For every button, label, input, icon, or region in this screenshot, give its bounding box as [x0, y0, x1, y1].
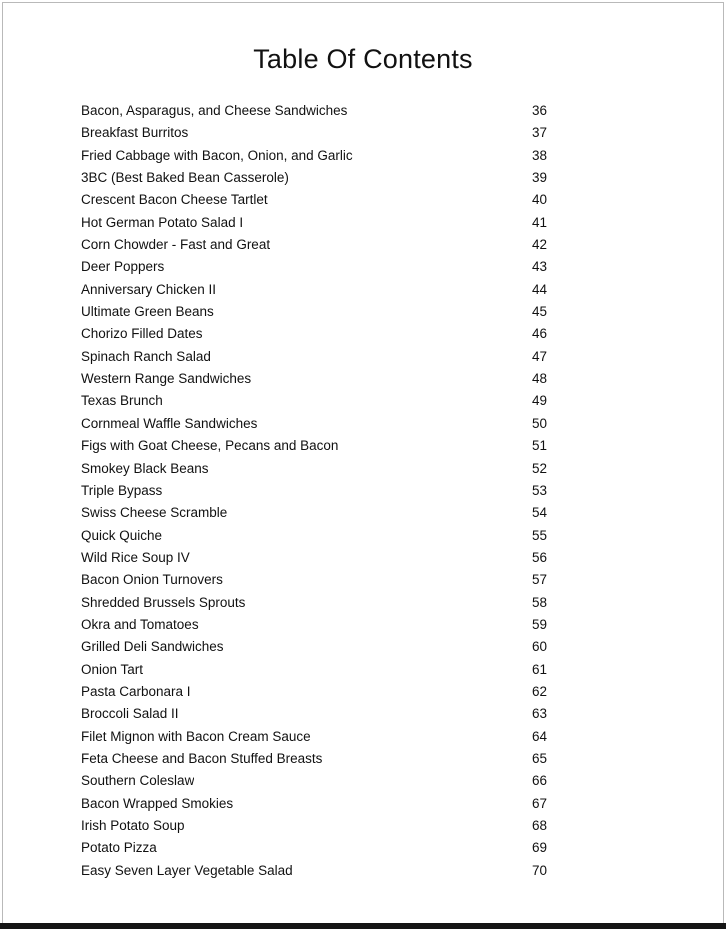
toc-entry-title: Bacon, Asparagus, and Cheese Sandwiches [81, 103, 348, 118]
toc-entry-title: Easy Seven Layer Vegetable Salad [81, 862, 293, 878]
toc-entry-title: 3BC (Best Baked Bean Casserole) [81, 170, 289, 186]
toc-entry-page: 48 [531, 371, 547, 387]
toc-entry-title: Corn Chowder - Fast and Great [81, 237, 271, 253]
toc-entry-page: 46 [531, 326, 547, 342]
toc-entry-page: 65 [531, 750, 547, 766]
toc-entry-page: 60 [531, 639, 547, 655]
toc-row [81, 215, 547, 237]
toc-entry-title: Ultimate Green Beans [81, 304, 214, 320]
toc-entry-page: 56 [531, 549, 547, 565]
toc-entry-title: Anniversary Chicken II [81, 281, 217, 297]
toc-entry-title: Deer Poppers [81, 259, 165, 275]
toc-row [81, 505, 547, 527]
toc-entry-page: 54 [531, 505, 547, 521]
page-title: Table Of Contents [253, 44, 473, 74]
toc-row [81, 572, 547, 594]
toc-entry-page: 62 [531, 683, 547, 699]
toc-row [81, 662, 547, 684]
toc-entry-page: 40 [531, 192, 547, 208]
toc-row [81, 438, 547, 460]
toc-entry-title: Okra and Tomatoes [81, 616, 199, 632]
toc-entry-page: 53 [531, 482, 547, 498]
toc-row [81, 192, 547, 214]
toc-row [81, 148, 547, 170]
toc-entry-page: 64 [531, 728, 547, 744]
toc-entry-title: Filet Mignon with Bacon Cream Sauce [81, 728, 311, 744]
toc-entry-page: 36 [531, 103, 547, 118]
toc-row [81, 528, 547, 550]
toc-entry-page: 47 [531, 348, 547, 364]
toc-entry-page: 66 [531, 773, 547, 789]
toc-entry-page: 57 [531, 572, 547, 588]
toc-entry-page: 68 [531, 818, 547, 833]
toc-entry-page: 39 [531, 170, 547, 186]
toc-entry-page: 58 [531, 594, 547, 610]
toc-entry-page: 61 [531, 661, 547, 677]
toc-entry-title: Irish Potato Soup [81, 818, 185, 833]
toc-row [81, 595, 547, 617]
toc-row [81, 170, 547, 192]
toc-entry-title: Bacon Onion Turnovers [81, 572, 223, 588]
toc-entry-page: 45 [531, 304, 547, 320]
toc-entry-title: Broccoli Salad II [81, 706, 179, 722]
toc-row [81, 125, 547, 147]
toc-row [81, 773, 547, 795]
toc-entry-page: 70 [531, 862, 547, 878]
toc-row [81, 684, 547, 706]
toc-entry-title: Western Range Sandwiches [81, 371, 252, 387]
toc-row [81, 706, 547, 728]
toc-row [81, 349, 547, 371]
toc-row [81, 282, 547, 304]
toc-row [81, 639, 547, 661]
toc-entry-title: Onion Tart [81, 661, 144, 677]
toc-row [81, 304, 547, 326]
toc-entry-title: Southern Coleslaw [81, 773, 195, 789]
toc-entry-title: Fried Cabbage with Bacon, Onion, and Garlic [81, 147, 353, 163]
toc-entry-page: 38 [531, 147, 547, 163]
toc-entry-page: 42 [531, 237, 547, 253]
toc-entry-title: Cornmeal Waffle Sandwiches [81, 415, 258, 431]
toc-row [81, 729, 547, 751]
toc-row [81, 796, 547, 818]
toc-entry-title: Hot German Potato Salad I [81, 214, 244, 230]
toc-row [81, 818, 547, 840]
toc-row [81, 840, 547, 862]
toc-entry-title: Smokey Black Beans [81, 460, 209, 476]
toc-entry-page: 59 [531, 616, 547, 632]
toc-row [81, 371, 547, 393]
toc-entry-title: Chorizo Filled Dates [81, 326, 203, 342]
toc-entry-title: Pasta Carbonara I [81, 683, 191, 699]
toc-entry-title: Crescent Bacon Cheese Tartlet [81, 192, 268, 208]
toc-entry-page: 44 [531, 281, 547, 297]
toc-entry-page: 51 [531, 438, 547, 454]
toc-entry-page: 67 [531, 795, 547, 811]
toc-entry-page: 37 [531, 125, 547, 141]
toc-entry-title: Spinach Ranch Salad [81, 348, 211, 364]
toc-entry-title: Feta Cheese and Bacon Stuffed Breasts [81, 750, 323, 766]
toc-entry-title: Texas Brunch [81, 393, 163, 409]
toc-entry-page: 52 [531, 460, 547, 476]
toc-entry-title: Quick Quiche [81, 527, 163, 543]
toc-row [81, 259, 547, 281]
toc-entry-title: Shredded Brussels Sprouts [81, 594, 246, 610]
toc-entry-page: 69 [531, 840, 547, 856]
toc-entry-page: 63 [531, 706, 547, 722]
toc-entry-title: Wild Rice Soup IV [81, 549, 190, 565]
toc-entry-page: 43 [531, 259, 547, 275]
toc-row [81, 326, 547, 348]
toc-entry-title: Bacon Wrapped Smokies [81, 795, 234, 811]
toc-list [3, 103, 723, 885]
toc-entry-title: Figs with Goat Cheese, Pecans and Bacon [81, 438, 339, 454]
toc-row [81, 550, 547, 572]
toc-entry-title: Potato Pizza [81, 840, 157, 856]
toc-row [81, 103, 547, 125]
toc-row [81, 461, 547, 483]
toc-entry-page: 50 [531, 415, 547, 431]
toc-row [81, 393, 547, 415]
toc-row [81, 237, 547, 259]
page-bottom-edge [0, 923, 726, 929]
toc-entry-title: Grilled Deli Sandwiches [81, 639, 224, 655]
toc-entry-title: Triple Bypass [81, 482, 163, 498]
toc-row [81, 483, 547, 505]
toc-entry-title: Breakfast Burritos [81, 125, 189, 141]
toc-entry-page: 41 [531, 214, 547, 230]
toc-entry-page: 55 [531, 527, 547, 543]
toc-entry-title: Swiss Cheese Scramble [81, 505, 228, 521]
toc-row [81, 416, 547, 438]
document-page [2, 2, 724, 923]
toc-entry-page: 49 [531, 393, 547, 409]
toc-row [81, 751, 547, 773]
toc-row [81, 617, 547, 639]
toc-row [81, 863, 547, 885]
